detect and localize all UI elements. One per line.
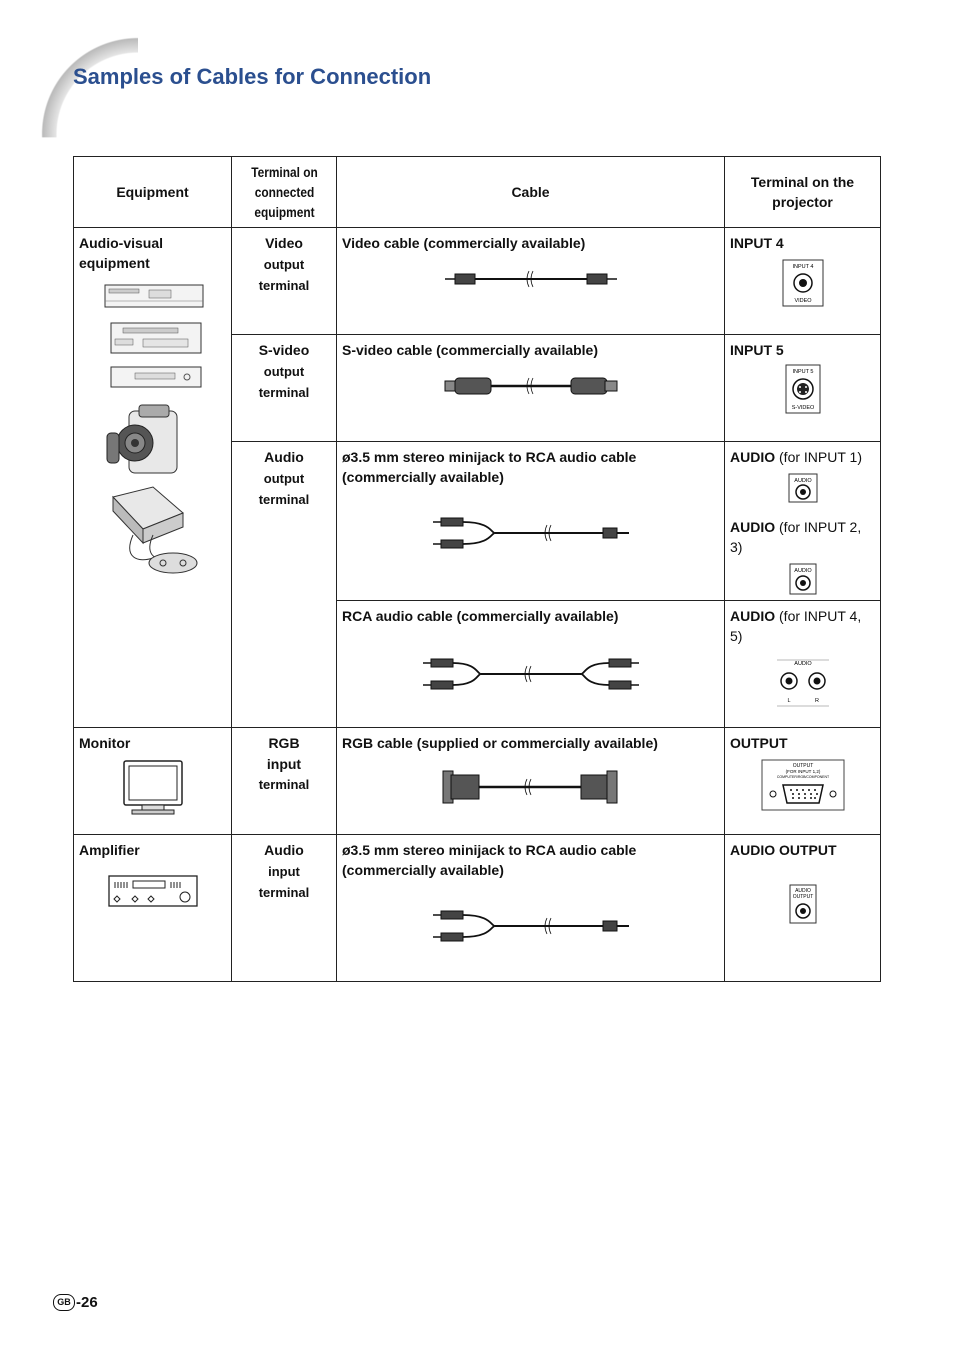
svideo-cable-icon: [441, 360, 621, 412]
vcr-icon: [111, 323, 201, 353]
cable-table: [73, 156, 881, 982]
input5-svideo-jack-icon: [785, 364, 821, 414]
terminal-cell-video: [232, 228, 337, 335]
header-terminal-line1: Terminal on: [250, 164, 318, 180]
terminal-amp-line2: input: [268, 863, 300, 879]
gb-region-badge: GB: [53, 1294, 75, 1311]
rca-audio-cable-icon: [421, 638, 641, 708]
table-row-monitor: [74, 728, 881, 835]
cable-amp-line1: ø3.5 mm stereo minijack to RCA audio cable: [342, 842, 637, 858]
cable-label-minijack: [342, 447, 719, 487]
port-caption-3: COMPUTER/RGB/COMPONENT: [776, 775, 829, 779]
table-header-row: [74, 157, 881, 228]
terminal-video-line3: terminal: [258, 278, 310, 293]
audio-lr-jacks-icon: [775, 656, 831, 708]
projector-label-input5: INPUT 5: [730, 342, 784, 358]
header-projector-line2: projector: [772, 194, 833, 210]
audio-bold-2: AUDIO: [730, 519, 776, 535]
cable-cell-rgb: [337, 728, 725, 835]
projector-cell-audio-inputs: [725, 442, 881, 601]
projector-cell-input5: [725, 335, 881, 442]
audio-bold-3: AUDIO: [730, 608, 776, 624]
header-projector-line1: Terminal on the: [750, 174, 855, 190]
projector-label-input4: INPUT 4: [730, 235, 784, 251]
header-terminal-connected: [239, 157, 328, 228]
projector-cell-audio-output: [725, 835, 881, 982]
terminal-video-line2: output: [263, 256, 305, 272]
terminal-rgb-line1: RGB: [268, 735, 300, 751]
projector-cell-audio-input45: [725, 601, 881, 728]
equipment-label-amplifier: Amplifier: [79, 842, 140, 858]
jack-caption-input4: INPUT 4: [792, 264, 813, 270]
equipment-cell-monitor: [74, 728, 232, 835]
audio-jack-caption-2: AUDIO: [793, 568, 812, 574]
equipment-line1: Audio-visual: [79, 235, 164, 251]
equipment-cell-amplifier: [74, 835, 232, 982]
terminal-amp-line1: Audio: [264, 842, 304, 858]
cable-cell-minijack: [337, 442, 725, 601]
table-row-video: [74, 228, 881, 335]
terminal-svideo-line1: S-video: [258, 342, 310, 358]
terminal-video-line1: Video: [265, 235, 303, 251]
audio-right-label: R: [814, 698, 819, 704]
projector-label-audio-input23: [730, 517, 875, 557]
cable-minijack-line1: ø3.5 mm stereo minijack to RCA audio cable: [342, 449, 637, 465]
equipment-line2: equipment: [79, 255, 150, 271]
equipment-label-monitor: Monitor: [79, 735, 131, 751]
projector-cell-output: [725, 728, 881, 835]
terminal-audio-line1: Audio: [264, 449, 304, 465]
cable-minijack-line2: (commercially available): [342, 469, 504, 485]
audio-rest-2: (for INPUT 2, 3): [730, 519, 862, 555]
header-cable: Cable: [337, 157, 725, 228]
minijack-to-rca-cable-icon: [431, 497, 631, 567]
page-number: -26: [76, 1294, 98, 1311]
input4-video-jack-icon: [782, 259, 824, 307]
projector-label-output: OUTPUT: [730, 735, 788, 751]
audio-rest-1: (for INPUT 1): [775, 449, 862, 465]
audio-input1-jack-icon: [788, 473, 818, 503]
terminal-audio-line3: terminal: [258, 492, 310, 507]
audio-jack-caption-3: AUDIO: [793, 661, 812, 667]
monitor-icon: [118, 759, 188, 817]
equipment-cell-audio-visual: [74, 228, 232, 728]
cable-label-rca: RCA audio cable (commercially available): [342, 608, 619, 624]
amplifier-icon: [107, 874, 199, 910]
terminal-audio-line2: output: [263, 470, 305, 486]
audio-left-label: L: [786, 698, 791, 704]
jack-caption-video: VIDEO: [793, 298, 812, 304]
projector-cell-input4: [725, 228, 881, 335]
audio-output-jack-icon: [789, 884, 817, 924]
audio-rest-3: (for INPUT 4, 5): [730, 608, 862, 644]
header-projector-terminal: [725, 157, 881, 228]
projector-label-audio-input45: [730, 606, 875, 646]
video-cable-icon: [441, 253, 621, 303]
terminal-rgb-line2: input: [266, 755, 302, 772]
port-caption-1: OUTPUT: [792, 763, 813, 769]
amp-minijack-to-rca-cable-icon: [431, 890, 631, 960]
terminal-svideo-line3: terminal: [258, 385, 310, 400]
terminal-cell-audio-output: [232, 442, 337, 728]
audio-visual-equipment-illustration: [83, 273, 223, 583]
audio-bold-1: AUDIO: [730, 449, 776, 465]
cable-cell-video: [337, 228, 725, 335]
terminal-cell-svideo: [232, 335, 337, 442]
port-caption-2: (FOR INPUT 1,2): [785, 769, 820, 774]
cable-cell-svideo: [337, 335, 725, 442]
page-footer: [53, 1294, 98, 1311]
dvd-player-icon: [105, 285, 203, 307]
cable-label-svideo: S-video cable (commercially available): [342, 342, 599, 358]
rgb-cable-icon: [441, 759, 621, 815]
terminal-cell-audio-input: [232, 835, 337, 982]
terminal-svideo-line2: output: [263, 363, 305, 379]
output-vga-port-icon: [761, 759, 845, 811]
cable-label-video: Video cable (commercially available): [342, 235, 586, 251]
disc-player-icon: [111, 367, 201, 387]
cable-label-amplifier: [342, 840, 719, 880]
header-terminal-line2: connected equipment: [253, 184, 315, 220]
camcorder-icon: [107, 405, 177, 473]
game-console-icon: [113, 487, 197, 573]
audio-output-caption-2: OUTPUT: [792, 894, 813, 900]
cable-cell-rca: [337, 601, 725, 728]
header-equipment: Equipment: [74, 157, 232, 228]
page-title: Samples of Cables for Connection: [73, 64, 432, 89]
projector-label-audio-input1: [730, 447, 875, 467]
cable-amp-line2: (commercially available): [342, 862, 504, 878]
equipment-label-audio-visual: [79, 233, 226, 273]
jack-caption-input5: INPUT 5: [792, 369, 813, 375]
table-row-amplifier: [74, 835, 881, 982]
terminal-rgb-line3: terminal: [258, 777, 310, 792]
audio-output-caption-1: AUDIO: [794, 888, 811, 894]
terminal-amp-line3: terminal: [258, 885, 310, 900]
cable-cell-amplifier: [337, 835, 725, 982]
cable-label-rgb: RGB cable (supplied or commercially available): [342, 735, 658, 751]
jack-caption-svideo: S-VIDEO: [791, 405, 814, 411]
audio-input23-jack-icon: [789, 563, 817, 595]
projector-label-audio-output: AUDIO OUTPUT: [730, 842, 837, 858]
audio-jack-caption-1: AUDIO: [793, 478, 812, 484]
terminal-cell-rgb-input: [232, 728, 337, 835]
